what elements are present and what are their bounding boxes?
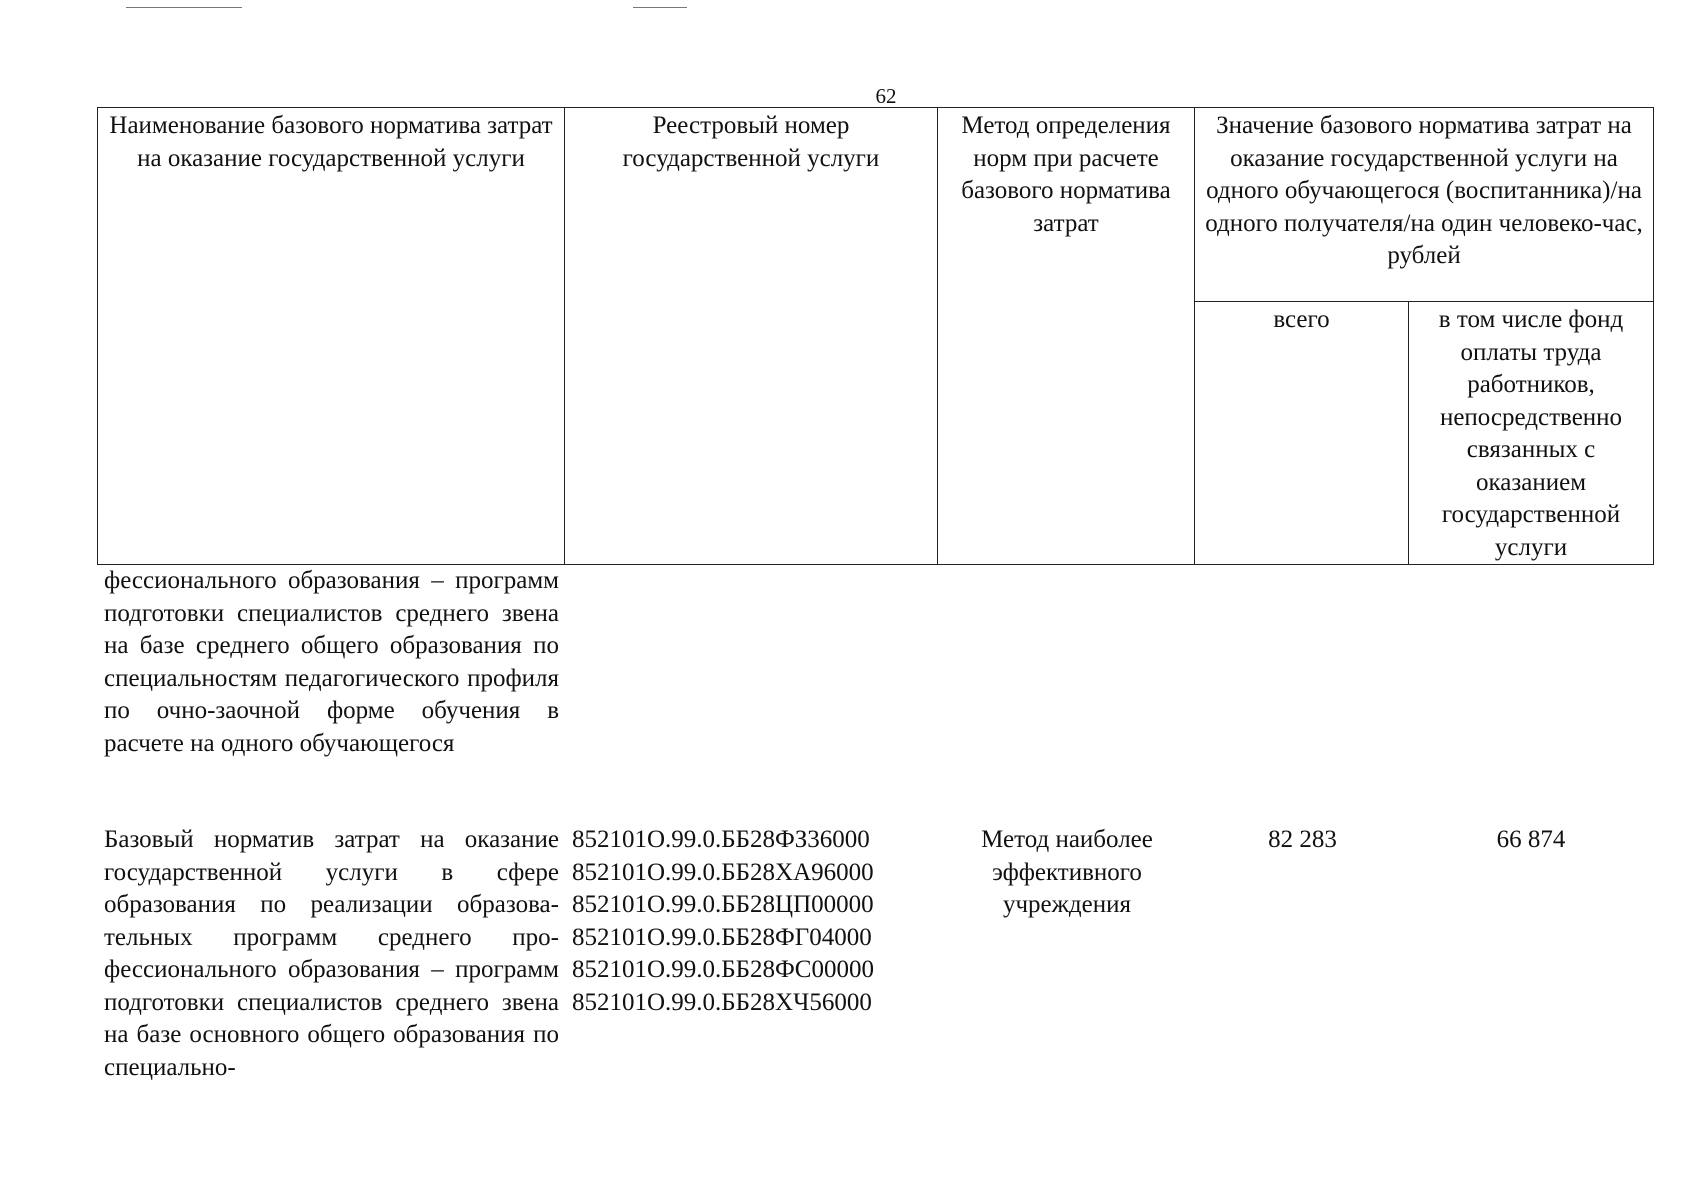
row-total-value: 82 283 [1268, 826, 1337, 853]
registry-number: 852101О.99.0.ББ28ФЗ36000 [572, 826, 870, 853]
row-continued-name: фессионального образования – программ подготовки специалистов среднего звена на базе среднего общего образования по специальностям педагогического профиля по очно-заочной форме обучения в расчете на одного обучающегося [104, 567, 559, 757]
registry-number: 852101О.99.0.ББ28ФС00000 [572, 956, 874, 983]
registry-number: 852101О.99.0.ББ28ХА96000 [572, 858, 874, 886]
header-method-column: Метод определения норм при расчете базового норматива затрат [938, 108, 1195, 565]
top-decorative-rule-center [633, 7, 687, 8]
header-name-column: Наименование базового норматива затрат на оказание государственной услуги [98, 108, 565, 565]
header-wage-fund-column: в том числе фонд оплаты труда работников, непосредственно связанных с оказанием государственной услуги [1409, 302, 1654, 565]
row-method: Метод наиболее эффективного учреждения [981, 826, 1153, 918]
top-decorative-rule-left [126, 7, 242, 8]
table-header [97, 107, 1654, 565]
header-registry-column: Реестровый номер государственной услуги [565, 108, 938, 565]
row-registry-numbers [572, 824, 937, 1019]
header-total-column: всего [1195, 302, 1409, 565]
registry-number: 852101О.99.0.ББ28ФГ04000 [572, 923, 872, 951]
row-name: Базовый норматив затрат на оказание государственной услуги в сфере образования по реализации образовательных программ среднего профессионального образования – программ подготовки специалистов среднего звена на базе основного общего образования по специально- [104, 826, 559, 1081]
page-number: 62 [875, 84, 897, 108]
registry-number: 852101О.99.0.ББ28ХЧ56000 [572, 988, 872, 1016]
registry-number: 852101О.99.0.ББ28ЦП00000 [572, 891, 874, 918]
row-wage-fund-value: 66 874 [1496, 826, 1566, 853]
header-value-group: Значение базового норматива затрат на оказание государственной услуги на одного обучающегося (воспитанника)/на одного получателя/на один человеко-час, рублей [1195, 108, 1654, 302]
